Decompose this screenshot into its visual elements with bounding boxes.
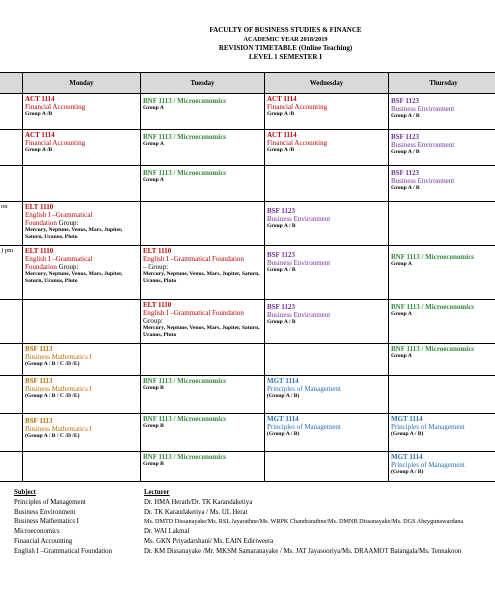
course-code: BNF 1113 [143,415,172,423]
timetable-title: REVISION TIMETABLE (Online Teaching) [218,44,353,52]
course-name: Financial Accounting [25,103,86,111]
course-code: ELT 1110 [25,247,54,255]
course-code: BNF 1113 [391,303,420,311]
course-group: Group A [391,311,412,317]
slot-cell: BNF 1113 / Microeconomics Group A [389,300,495,344]
course-code: BSF 1123 [267,251,295,259]
legend-lecturer: Dr. TK Karandaketiya / Ms. UL Herat [144,508,248,516]
table-row [0,94,495,130]
course-name: Principles of Management [267,385,341,393]
course-name-cont: Foundation [25,263,57,271]
slot-cell [389,166,495,202]
course-group: Group A [143,177,164,183]
course-name-cont: Foundation [25,219,57,227]
slot-cell [389,202,495,246]
course-group: Group A [143,141,164,147]
slot-cell [265,130,389,166]
course-code: BNF 1113 [143,377,172,385]
legend-subject: Financial Accounting [14,537,73,545]
course-group: (Group A / B / C /D /E) [25,361,80,367]
course-name: Microeconomics [177,133,227,141]
slot-cell [23,166,141,202]
revision-timetable [0,72,495,482]
course-code: BNF 1113 [391,253,420,261]
legend-row [14,537,494,547]
course-name: Business Mathematics I [25,425,92,433]
day-header-thursday: Thursday [389,73,495,94]
time-cell [0,94,23,130]
course-code: ACT 1114 [267,95,297,103]
course-name: Business Environment [267,311,331,319]
course-group: (Group A / B) [391,469,424,475]
course-code: BNF 1113 [391,345,420,353]
slot-cell: BNF 1113 / Microeconomics Group A [141,130,265,166]
course-group: Group A /B [25,111,53,117]
course-group: Mercury, Neptune, Venus, Mars, Jupiter, Saturn, Uranus, Pluto [143,325,260,338]
course-name: Business Environment [267,215,331,223]
course-group: Group B [143,461,164,467]
course-group: (Group A / B) [267,393,300,399]
course-name: Microeconomics [425,253,475,261]
course-group: Group A / B [267,319,296,325]
course-name: Principles of Management [391,461,465,469]
legend-subject: Business Mathematics I [14,518,79,526]
slot-cell: ELT 1110 English I –Grammatical Foundation Group: Mercury, Neptune, Venus, Mars, Jupiter, Saturn, Uranus, Pluto [141,300,265,344]
course-code: ELT 1110 [25,203,54,211]
slot-cell [265,376,389,414]
slot-cell [265,300,389,344]
course-group: Group A / B [391,113,420,119]
course-name: Microeconomics [177,97,227,105]
course-name: Microeconomics [177,415,227,423]
course-group: Group A [143,105,164,111]
table-row [0,130,495,166]
day-header-wednesday: Wednesday [265,73,389,94]
course-code: BSF 1113 [25,417,53,425]
course-code: MGT 1114 [391,453,423,461]
slot-cell: BNF 1113 / Microeconomics Group B [141,452,265,482]
course-code: BSF 1113 [25,345,53,353]
slot-cell [265,166,389,202]
time-cell: ) pm [0,246,23,300]
course-group: Group A [391,353,412,359]
course-name: English I –Grammatical [25,255,93,263]
slot-cell [23,376,141,414]
slot-cell [23,414,141,452]
slot-cell: ELT 1110 English I –Grammatical Foundation – Group: Mercury, Neptune, Venus, Mars, Jupiter, Saturn, Uranus, Pluto [141,246,265,300]
time-cell [0,376,23,414]
course-name: Business Environment [391,105,455,113]
slot-cell: BNF 1113 / Microeconomics Group A [141,166,265,202]
course-code: ACT 1114 [25,131,55,139]
slot-cell: BNF 1113 / Microeconomics Group B [141,414,265,452]
course-group: Group A /B [267,111,295,117]
course-group: (Group A / B / C /D /E) [25,433,80,439]
table-row [0,414,495,452]
slot-cell [141,202,265,246]
table-header-row [0,73,495,94]
slot-cell [389,376,495,414]
course-code: BSF 1123 [391,133,419,141]
slot-cell [265,246,389,300]
course-name: Financial Accounting [267,103,328,111]
slot-cell [23,300,141,344]
course-code: BSF 1123 [267,207,295,215]
course-code: BSF 1113 [25,377,53,385]
course-group: Group A /B [267,147,295,153]
legend-header-row [14,488,494,498]
course-name: Business Environment [391,177,455,185]
course-name: Principles of Management [391,423,465,431]
course-code: ELT 1110 [143,247,172,255]
course-code: ACT 1114 [25,95,55,103]
slot-cell [265,344,389,376]
course-name: Business Environment [391,141,455,149]
course-code: ELT 1110 [143,301,172,309]
legend-lecturer: Ms. GKN Priyadarshani/ Ms. EAIN Ediriweera [144,537,274,545]
course-name: Microeconomics [177,377,227,385]
slot-cell [23,94,141,130]
table-row [0,166,495,202]
course-group: Group A / B [267,267,296,273]
time-cell [0,452,23,482]
course-group: Group A / B [391,185,420,191]
legend-subject: Principles of Management [14,498,86,506]
course-code: BNF 1113 [143,133,172,141]
slot-cell: BNF 1113 / Microeconomics Group B [141,376,265,414]
course-group: Mercury, Neptune, Venus, Mars, Jupiter, Saturn, Uranus, Pluto [25,227,123,240]
slot-cell [265,452,389,482]
slot-cell [265,94,389,130]
course-group: Group A /B [25,147,53,153]
slot-cell [23,452,141,482]
course-code: MGT 1114 [267,415,299,423]
course-group: Mercury, Neptune, Venus, Mars, Jupiter, Saturn, Uranus, Pluto [143,271,260,284]
course-group: (Group A / B / C /D /E) [25,393,80,399]
lecturer-header: Lecturer [144,489,170,496]
time-cell [0,300,23,344]
day-header-monday: Monday [23,73,141,94]
slot-cell: BNF 1113 / Microeconomics Group A [389,246,495,300]
slot-cell: ELT 1110 English I –Grammatical Foundation Group: Mercury, Neptune, Venus, Mars, Jupiter, Saturn, Uranus, Pluto [23,246,141,300]
legend-row [14,547,494,557]
course-group: Mercury, Neptune, Venus, Mars, Jupiter, Saturn, Uranus, Pluto [25,271,123,284]
slot-cell [265,202,389,246]
course-name: English I –Grammatical Foundation [143,255,244,263]
slot-cell [389,452,495,482]
faculty-title: FACULTY OF BUSINESS STUDIES & FINANCE [209,26,362,34]
slot-cell [389,414,495,452]
legend-row [14,498,494,508]
course-group: Group B [143,385,164,391]
table-row [0,376,495,414]
course-code: BSF 1123 [267,303,295,311]
time-cell [0,344,23,376]
course-name: Financial Accounting [25,139,86,147]
course-group: Group A / B [267,223,296,229]
legend-lecturer: Dr. HMA Herath/Dr. TK Karandaketiya [144,498,253,506]
slot-cell: ELT 1110 English I –Grammatical Foundation Group: Mercury, Neptune, Venus, Mars, Jupiter, Saturn, Uranus, Pluto [23,202,141,246]
course-group: (Group A / B) [267,431,300,437]
course-name: Business Mathematics I [25,385,92,393]
course-code: MGT 1114 [267,377,299,385]
legend-subject: Microeconomics [14,528,60,536]
table-row [0,246,495,300]
course-name: Microeconomics [177,453,227,461]
legend-subject: Business Environment [14,508,76,516]
course-group: Group A [391,261,412,267]
legend-row [14,527,494,537]
slot-cell [389,130,495,166]
time-cell [0,166,23,202]
timetable-header [0,26,495,62]
time-cell [0,414,23,452]
table-row [0,202,495,246]
time-cell: on [0,202,23,246]
course-group: Group A / B [391,149,420,155]
course-group: Group B [143,423,164,429]
course-name: Financial Accounting [267,139,328,147]
academic-year: ACADEMIC YEAR 2018/2019 [243,36,328,43]
slot-cell [23,130,141,166]
slot-cell: BNF 1113 / Microeconomics Group A [141,94,265,130]
legend-lecturer: Dr. KM Dissanayake /Mr. MKSM Samaranayake / Ms. JAT Jayasooriya/Ms. DRAAMOT Batangala/Ms. Tennakoon [144,547,462,555]
slot-cell [141,344,265,376]
course-code: BSF 1123 [391,169,419,177]
course-code: BSF 1123 [391,97,419,105]
table-row [0,344,495,376]
slot-cell: BNF 1113 / Microeconomics Group A [389,344,495,376]
course-name: Microeconomics [177,169,227,177]
legend-lecturer: Dr. WAI Lakmal [144,528,190,536]
slot-cell [265,414,389,452]
legend-lecturer: Ms. DMTD Dissanayake/Ms. RSL Jayarathne/Ms. WRPK Chandrarathne/Ms. DMNB Dissanayake/Ms. DGS Abeygunawardana [144,518,464,526]
course-name: Microeconomics [425,303,475,311]
slot-cell [23,344,141,376]
day-header-tuesday: Tuesday [141,73,265,94]
legend-row [14,517,494,527]
course-name: Business Mathematics I [25,353,92,361]
course-name: English I –Grammatical [25,211,93,219]
legend-row [14,508,494,518]
table-row [0,452,495,482]
course-name: Business Environment [267,259,331,267]
course-code: BNF 1113 [143,453,172,461]
lecturer-legend [14,488,494,557]
course-name: Microeconomics [425,345,475,353]
time-cell [0,130,23,166]
course-code: BNF 1113 [143,97,172,105]
table-row [0,300,495,344]
course-group: (Group A / B) [391,431,424,437]
slot-cell [389,94,495,130]
level-semester: LEVEL 1 SEMESTER I [249,53,322,61]
course-code: ACT 1114 [267,131,297,139]
course-code: MGT 1114 [391,415,423,423]
course-name: Principles of Management [267,423,341,431]
course-code: BNF 1113 [143,169,172,177]
time-header [0,73,23,94]
course-name: English I –Grammatical Foundation [143,309,244,317]
subject-header: Subject [14,489,36,496]
legend-subject: English I –Grammatical Foundation [14,547,112,555]
